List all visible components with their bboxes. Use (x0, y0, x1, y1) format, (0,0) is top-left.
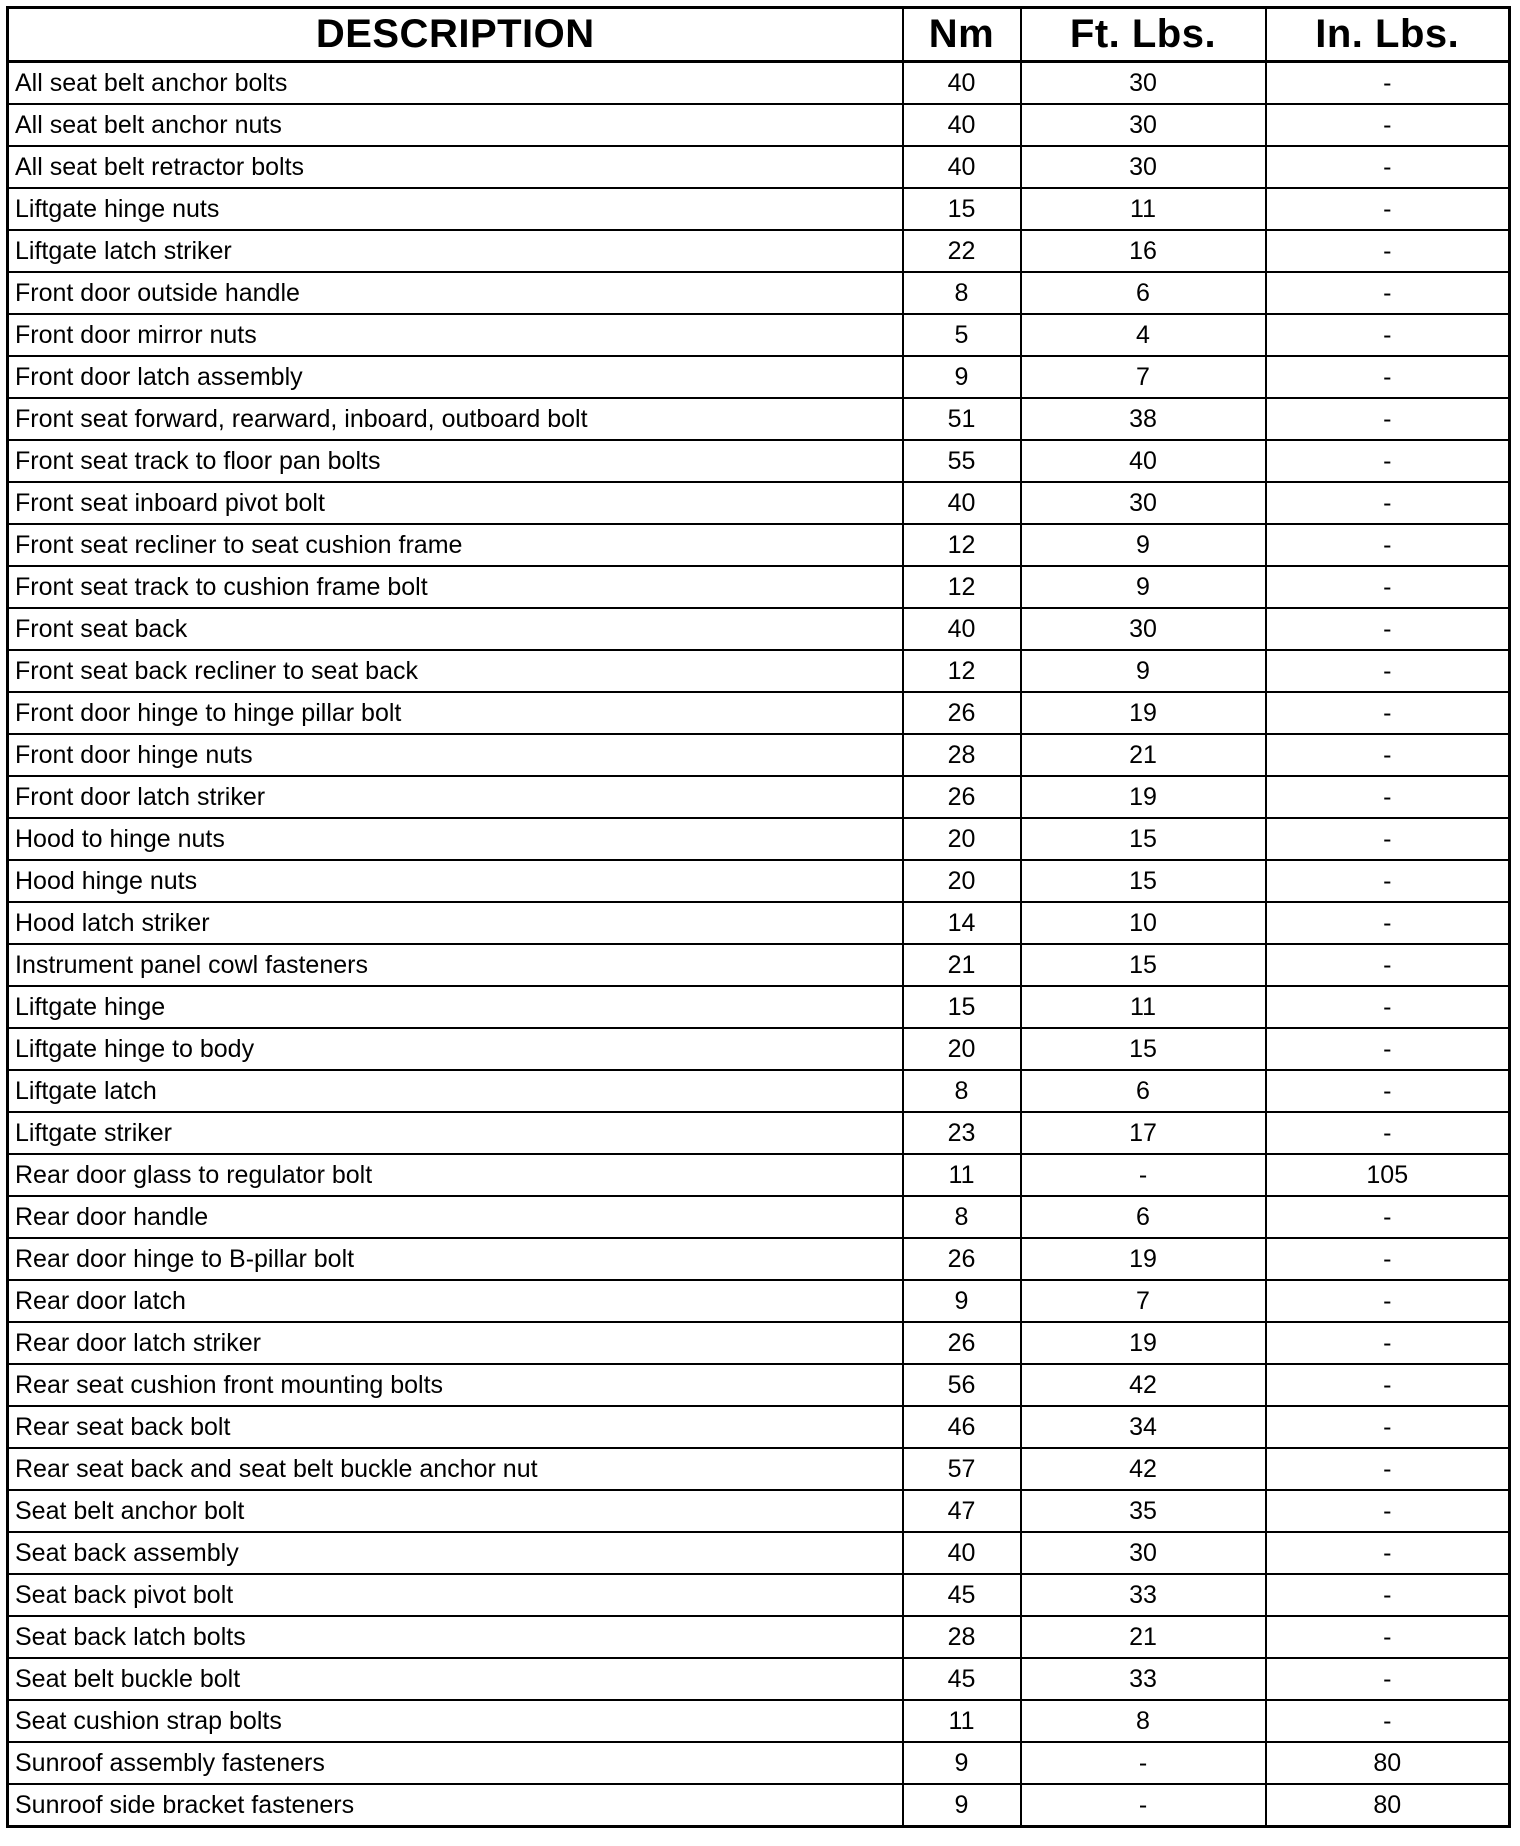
in-lbs-cell: - (1266, 1280, 1510, 1322)
ft-lbs-cell: 33 (1021, 1658, 1266, 1700)
nm-cell: 26 (903, 776, 1021, 818)
description-cell: Front seat back (8, 608, 903, 650)
table-row (8, 1070, 1510, 1112)
header-row (8, 8, 1510, 62)
ft-lbs-cell: 30 (1021, 608, 1266, 650)
in-lbs-cell: - (1266, 1238, 1510, 1280)
in-lbs-cell: - (1266, 734, 1510, 776)
nm-cell: 22 (903, 230, 1021, 272)
description-cell: Liftgate striker (8, 1112, 903, 1154)
in-lbs-cell: - (1266, 692, 1510, 734)
in-lbs-cell: - (1266, 188, 1510, 230)
ft-lbs-cell: 8 (1021, 1700, 1266, 1742)
nm-cell: 8 (903, 1070, 1021, 1112)
description-cell: Front door hinge nuts (8, 734, 903, 776)
in-lbs-cell: - (1266, 1070, 1510, 1112)
ft-lbs-cell: 15 (1021, 944, 1266, 986)
nm-cell: 23 (903, 1112, 1021, 1154)
nm-cell: 28 (903, 1616, 1021, 1658)
in-lbs-cell: - (1266, 566, 1510, 608)
table-row (8, 566, 1510, 608)
description-cell: Rear seat cushion front mounting bolts (8, 1364, 903, 1406)
table-row (8, 1154, 1510, 1196)
nm-cell: 26 (903, 1322, 1021, 1364)
table-row (8, 314, 1510, 356)
ft-lbs-cell: 21 (1021, 1616, 1266, 1658)
description-cell: Liftgate hinge to body (8, 1028, 903, 1070)
description-cell: Seat back assembly (8, 1532, 903, 1574)
description-cell: Hood to hinge nuts (8, 818, 903, 860)
ft-lbs-cell: - (1021, 1742, 1266, 1784)
torque-spec-sheet (6, 6, 1508, 1828)
ft-lbs-cell: - (1021, 1154, 1266, 1196)
description-cell: Hood latch striker (8, 902, 903, 944)
ft-lbs-cell: 9 (1021, 566, 1266, 608)
header-ft-lbs: Ft. Lbs. (1021, 8, 1266, 62)
in-lbs-cell: - (1266, 1532, 1510, 1574)
nm-cell: 8 (903, 272, 1021, 314)
ft-lbs-cell: 19 (1021, 1322, 1266, 1364)
ft-lbs-cell: 40 (1021, 440, 1266, 482)
ft-lbs-cell: 10 (1021, 902, 1266, 944)
description-cell: Rear door handle (8, 1196, 903, 1238)
table-row (8, 1742, 1510, 1784)
table-row (8, 860, 1510, 902)
table-body (8, 62, 1510, 1827)
ft-lbs-cell: 17 (1021, 1112, 1266, 1154)
nm-cell: 12 (903, 524, 1021, 566)
nm-cell: 45 (903, 1658, 1021, 1700)
in-lbs-cell: - (1266, 482, 1510, 524)
in-lbs-cell: - (1266, 1490, 1510, 1532)
header-nm: Nm (903, 8, 1021, 62)
nm-cell: 55 (903, 440, 1021, 482)
table-row (8, 104, 1510, 146)
table-row (8, 146, 1510, 188)
table-row (8, 776, 1510, 818)
description-cell: Rear door glass to regulator bolt (8, 1154, 903, 1196)
ft-lbs-cell: 7 (1021, 1280, 1266, 1322)
nm-cell: 9 (903, 1784, 1021, 1827)
ft-lbs-cell: 19 (1021, 776, 1266, 818)
in-lbs-cell: - (1266, 314, 1510, 356)
table-row (8, 944, 1510, 986)
description-cell: Rear door latch striker (8, 1322, 903, 1364)
table-row (8, 1028, 1510, 1070)
description-cell: Instrument panel cowl fasteners (8, 944, 903, 986)
in-lbs-cell: - (1266, 524, 1510, 566)
nm-cell: 40 (903, 104, 1021, 146)
ft-lbs-cell: 42 (1021, 1364, 1266, 1406)
description-cell: Front seat track to cushion frame bolt (8, 566, 903, 608)
ft-lbs-cell: 9 (1021, 524, 1266, 566)
in-lbs-cell: - (1266, 440, 1510, 482)
table-row (8, 1574, 1510, 1616)
table-row (8, 902, 1510, 944)
ft-lbs-cell: 19 (1021, 692, 1266, 734)
description-cell: Front door mirror nuts (8, 314, 903, 356)
table-row (8, 230, 1510, 272)
in-lbs-cell: - (1266, 1448, 1510, 1490)
description-cell: Front seat inboard pivot bolt (8, 482, 903, 524)
in-lbs-cell: - (1266, 986, 1510, 1028)
ft-lbs-cell: 35 (1021, 1490, 1266, 1532)
ft-lbs-cell: 38 (1021, 398, 1266, 440)
nm-cell: 40 (903, 1532, 1021, 1574)
description-cell: Liftgate hinge (8, 986, 903, 1028)
description-cell: Seat belt anchor bolt (8, 1490, 903, 1532)
nm-cell: 15 (903, 986, 1021, 1028)
description-cell: Rear door latch (8, 1280, 903, 1322)
in-lbs-cell: - (1266, 1616, 1510, 1658)
nm-cell: 56 (903, 1364, 1021, 1406)
nm-cell: 12 (903, 650, 1021, 692)
in-lbs-cell: - (1266, 818, 1510, 860)
nm-cell: 40 (903, 608, 1021, 650)
description-cell: Front seat recliner to seat cushion frame (8, 524, 903, 566)
nm-cell: 28 (903, 734, 1021, 776)
table-row (8, 1112, 1510, 1154)
nm-cell: 46 (903, 1406, 1021, 1448)
table-row (8, 986, 1510, 1028)
table-row (8, 1532, 1510, 1574)
in-lbs-cell: - (1266, 902, 1510, 944)
in-lbs-cell: - (1266, 860, 1510, 902)
header-in-lbs: In. Lbs. (1266, 8, 1510, 62)
description-cell: Liftgate hinge nuts (8, 188, 903, 230)
table-row (8, 692, 1510, 734)
in-lbs-cell: - (1266, 776, 1510, 818)
table-row (8, 1616, 1510, 1658)
ft-lbs-cell: 30 (1021, 104, 1266, 146)
ft-lbs-cell: 11 (1021, 986, 1266, 1028)
table-row (8, 1406, 1510, 1448)
in-lbs-cell: 80 (1266, 1742, 1510, 1784)
ft-lbs-cell: 9 (1021, 650, 1266, 692)
table-row (8, 734, 1510, 776)
nm-cell: 21 (903, 944, 1021, 986)
ft-lbs-cell: 15 (1021, 818, 1266, 860)
in-lbs-cell: - (1266, 398, 1510, 440)
nm-cell: 51 (903, 398, 1021, 440)
in-lbs-cell: - (1266, 1700, 1510, 1742)
table-row (8, 62, 1510, 105)
in-lbs-cell: - (1266, 272, 1510, 314)
table-row (8, 524, 1510, 566)
table-row (8, 1700, 1510, 1742)
ft-lbs-cell: 16 (1021, 230, 1266, 272)
table-row (8, 608, 1510, 650)
in-lbs-cell: - (1266, 1406, 1510, 1448)
description-cell: Front seat forward, rearward, inboard, outboard bolt (8, 398, 903, 440)
description-cell: Front seat back recliner to seat back (8, 650, 903, 692)
description-cell: Front door hinge to hinge pillar bolt (8, 692, 903, 734)
in-lbs-cell: - (1266, 1364, 1510, 1406)
nm-cell: 40 (903, 482, 1021, 524)
description-cell: Hood hinge nuts (8, 860, 903, 902)
table-row (8, 356, 1510, 398)
description-cell: All seat belt anchor nuts (8, 104, 903, 146)
in-lbs-cell: - (1266, 1322, 1510, 1364)
table-row (8, 1658, 1510, 1700)
in-lbs-cell: - (1266, 230, 1510, 272)
table-row (8, 1322, 1510, 1364)
in-lbs-cell: 80 (1266, 1784, 1510, 1827)
nm-cell: 47 (903, 1490, 1021, 1532)
table-row (8, 1196, 1510, 1238)
table-row (8, 818, 1510, 860)
ft-lbs-cell: 15 (1021, 1028, 1266, 1070)
torque-spec-table (6, 6, 1511, 1828)
nm-cell: 40 (903, 62, 1021, 105)
in-lbs-cell: 105 (1266, 1154, 1510, 1196)
ft-lbs-cell: 11 (1021, 188, 1266, 230)
ft-lbs-cell: 15 (1021, 860, 1266, 902)
table-row (8, 1238, 1510, 1280)
description-cell: All seat belt anchor bolts (8, 62, 903, 105)
nm-cell: 26 (903, 692, 1021, 734)
table-row (8, 650, 1510, 692)
nm-cell: 26 (903, 1238, 1021, 1280)
description-cell: Rear door hinge to B-pillar bolt (8, 1238, 903, 1280)
ft-lbs-cell: 6 (1021, 1196, 1266, 1238)
nm-cell: 9 (903, 1742, 1021, 1784)
in-lbs-cell: - (1266, 1574, 1510, 1616)
nm-cell: 11 (903, 1154, 1021, 1196)
description-cell: Seat cushion strap bolts (8, 1700, 903, 1742)
in-lbs-cell: - (1266, 944, 1510, 986)
table-row (8, 398, 1510, 440)
nm-cell: 11 (903, 1700, 1021, 1742)
table-row (8, 1364, 1510, 1406)
ft-lbs-cell: 33 (1021, 1574, 1266, 1616)
ft-lbs-cell: 4 (1021, 314, 1266, 356)
description-cell: Seat back latch bolts (8, 1616, 903, 1658)
nm-cell: 12 (903, 566, 1021, 608)
description-cell: All seat belt retractor bolts (8, 146, 903, 188)
description-cell: Liftgate latch striker (8, 230, 903, 272)
in-lbs-cell: - (1266, 1028, 1510, 1070)
nm-cell: 20 (903, 818, 1021, 860)
ft-lbs-cell: 21 (1021, 734, 1266, 776)
table-row (8, 440, 1510, 482)
ft-lbs-cell: 19 (1021, 1238, 1266, 1280)
ft-lbs-cell: 34 (1021, 1406, 1266, 1448)
table-row (8, 272, 1510, 314)
table-row (8, 1280, 1510, 1322)
in-lbs-cell: - (1266, 356, 1510, 398)
ft-lbs-cell: 30 (1021, 146, 1266, 188)
nm-cell: 9 (903, 356, 1021, 398)
table-row (8, 482, 1510, 524)
ft-lbs-cell: 30 (1021, 482, 1266, 524)
nm-cell: 57 (903, 1448, 1021, 1490)
header-description: DESCRIPTION (8, 8, 903, 62)
description-cell: Rear seat back and seat belt buckle anchor nut (8, 1448, 903, 1490)
in-lbs-cell: - (1266, 1658, 1510, 1700)
nm-cell: 5 (903, 314, 1021, 356)
ft-lbs-cell: 30 (1021, 1532, 1266, 1574)
nm-cell: 45 (903, 1574, 1021, 1616)
nm-cell: 8 (903, 1196, 1021, 1238)
in-lbs-cell: - (1266, 608, 1510, 650)
nm-cell: 20 (903, 1028, 1021, 1070)
ft-lbs-cell: 30 (1021, 62, 1266, 105)
description-cell: Front seat track to floor pan bolts (8, 440, 903, 482)
description-cell: Front door outside handle (8, 272, 903, 314)
ft-lbs-cell: 42 (1021, 1448, 1266, 1490)
table-row (8, 1490, 1510, 1532)
nm-cell: 40 (903, 146, 1021, 188)
in-lbs-cell: - (1266, 146, 1510, 188)
in-lbs-cell: - (1266, 104, 1510, 146)
description-cell: Front door latch assembly (8, 356, 903, 398)
nm-cell: 20 (903, 860, 1021, 902)
ft-lbs-cell: - (1021, 1784, 1266, 1827)
description-cell: Liftgate latch (8, 1070, 903, 1112)
description-cell: Front door latch striker (8, 776, 903, 818)
nm-cell: 14 (903, 902, 1021, 944)
in-lbs-cell: - (1266, 62, 1510, 105)
table-row (8, 1784, 1510, 1827)
in-lbs-cell: - (1266, 650, 1510, 692)
table-row (8, 188, 1510, 230)
description-cell: Sunroof assembly fasteners (8, 1742, 903, 1784)
ft-lbs-cell: 6 (1021, 272, 1266, 314)
nm-cell: 9 (903, 1280, 1021, 1322)
description-cell: Seat back pivot bolt (8, 1574, 903, 1616)
ft-lbs-cell: 7 (1021, 356, 1266, 398)
description-cell: Sunroof side bracket fasteners (8, 1784, 903, 1827)
in-lbs-cell: - (1266, 1112, 1510, 1154)
description-cell: Seat belt buckle bolt (8, 1658, 903, 1700)
nm-cell: 15 (903, 188, 1021, 230)
table-row (8, 1448, 1510, 1490)
ft-lbs-cell: 6 (1021, 1070, 1266, 1112)
in-lbs-cell: - (1266, 1196, 1510, 1238)
description-cell: Rear seat back bolt (8, 1406, 903, 1448)
